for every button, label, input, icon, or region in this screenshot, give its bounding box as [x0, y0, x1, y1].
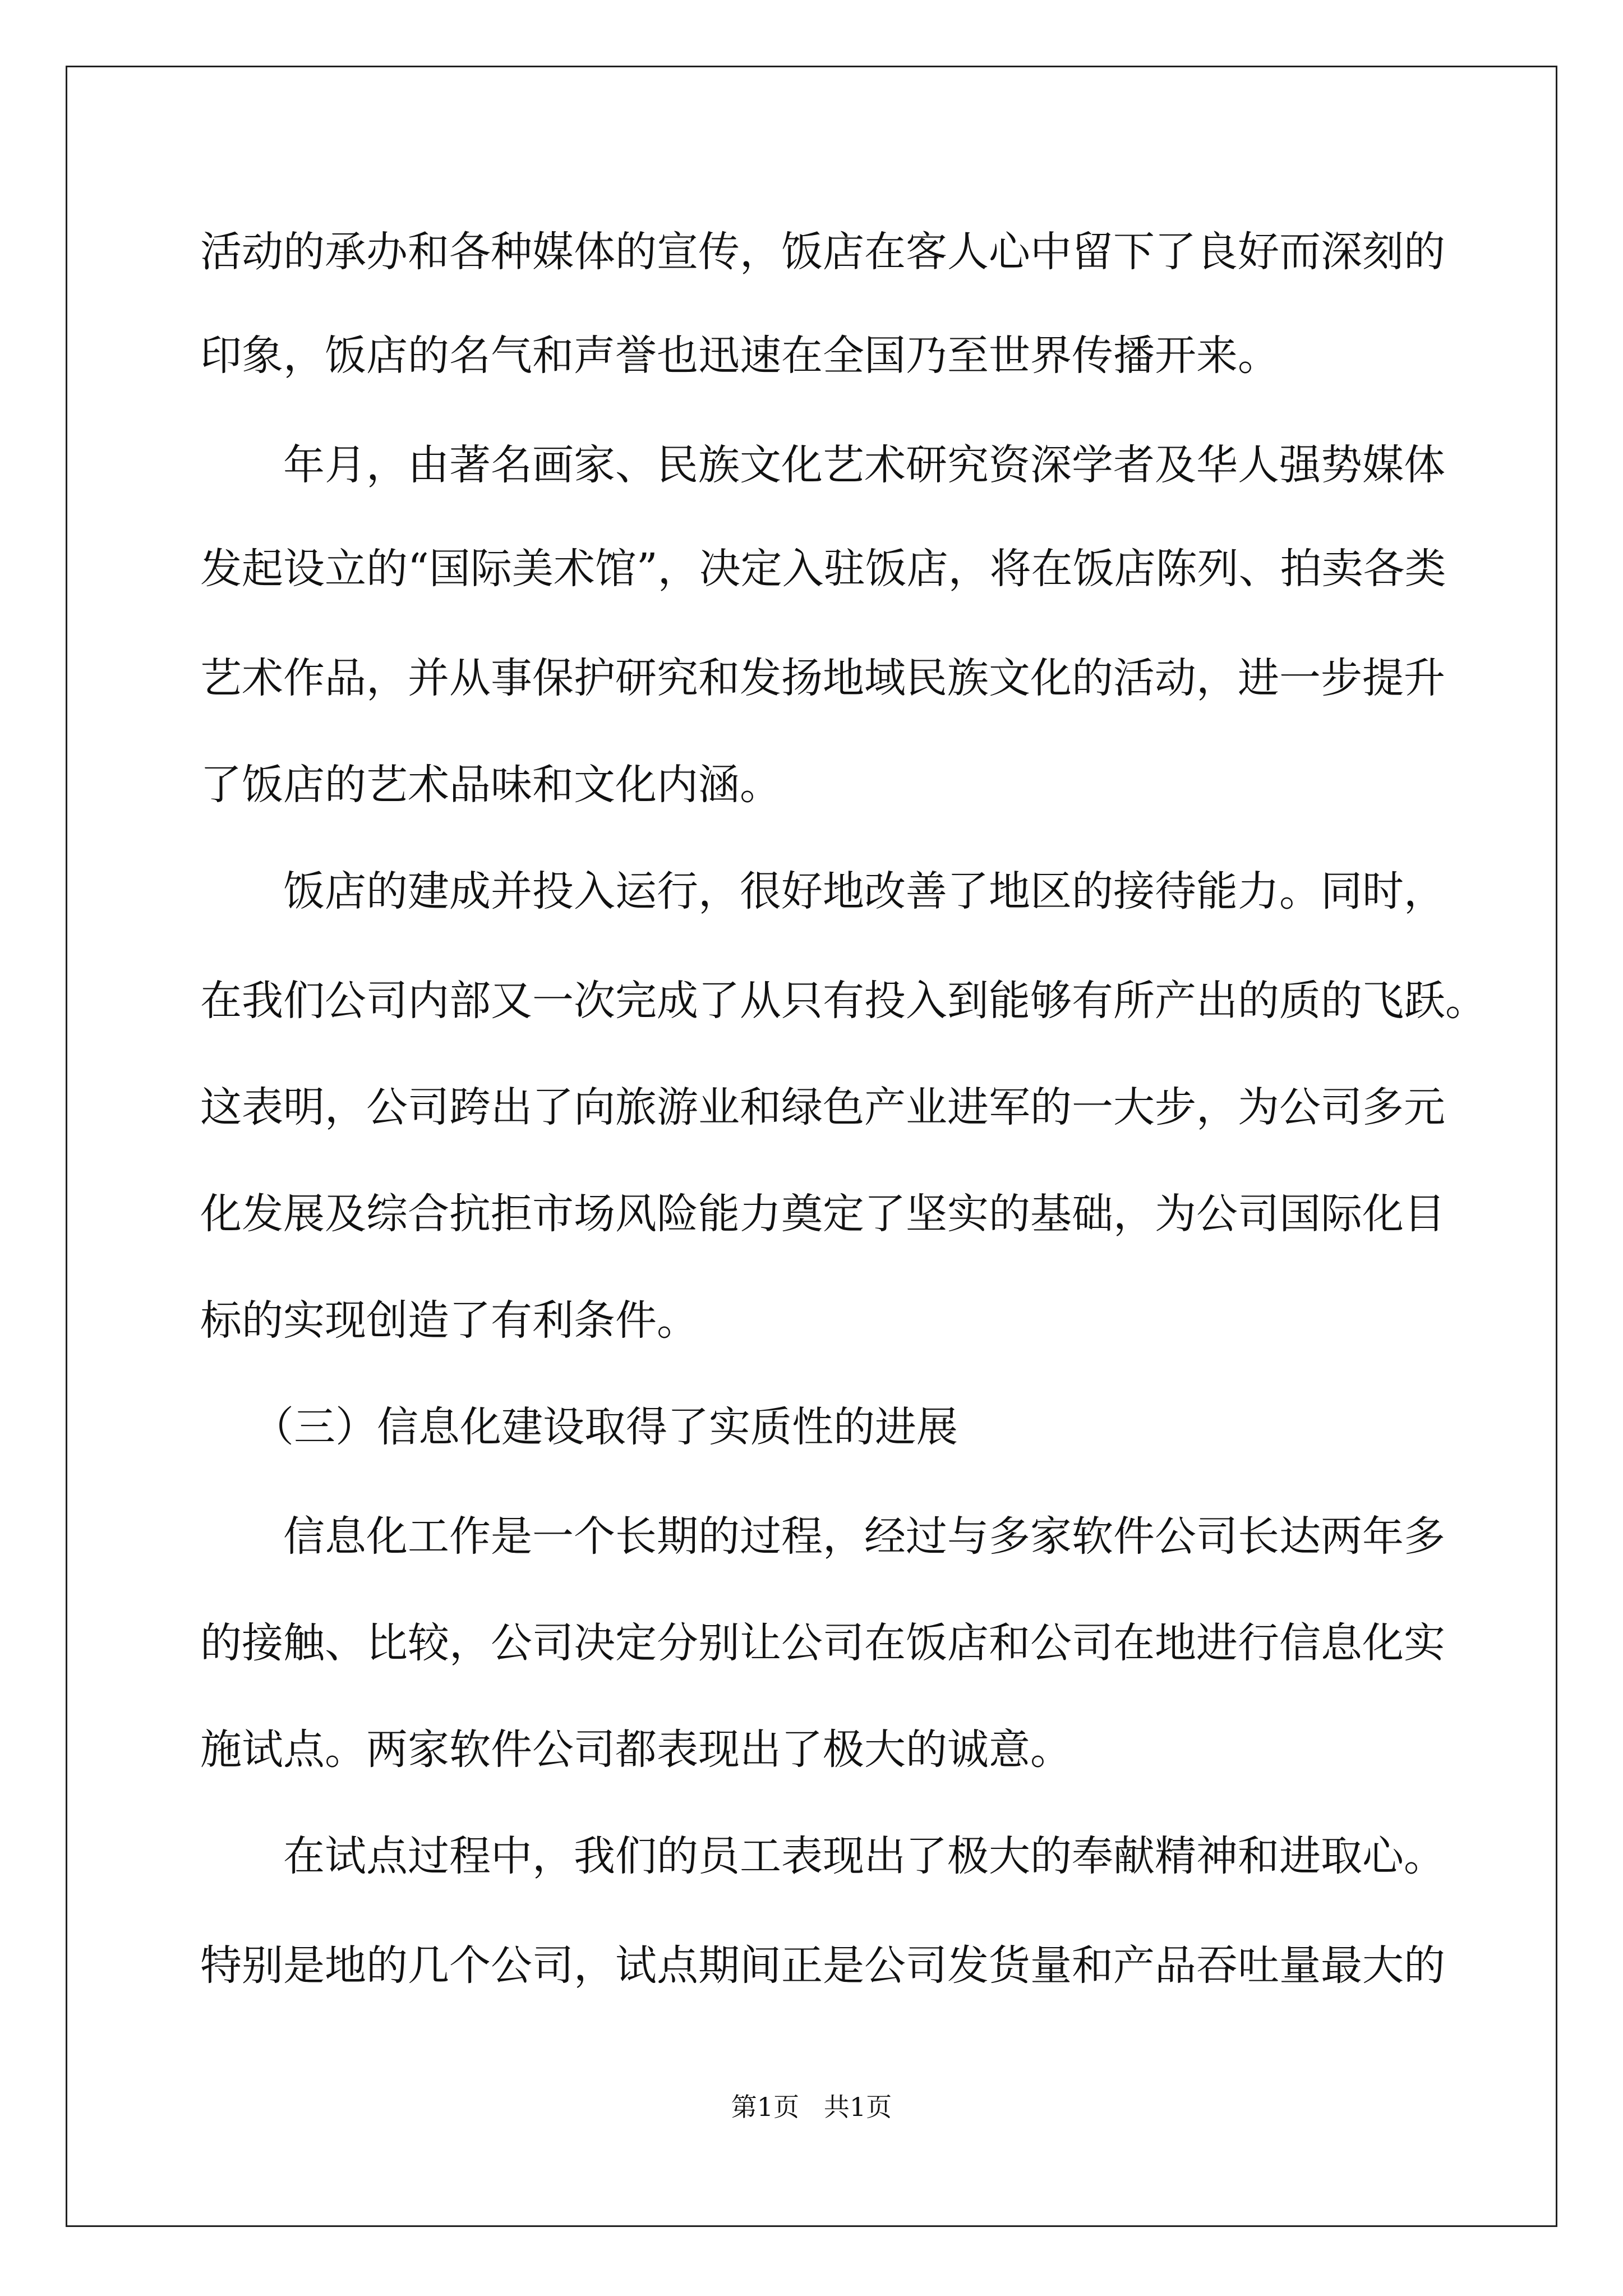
body-line-16: 在试点过程中，我们的员工表现出了极大的奉献精神和进取心。 [283, 1832, 1445, 1880]
body-line-2: 印象，饭店的名气和声誉也迅速在全国乃至世界传播开来。 [200, 332, 1279, 380]
body-line-7: 饭店的建成并投入运行，很好地改善了地区的接待能力。同时， [283, 867, 1445, 915]
body-line-8: 在我们公司内部又一次完成了从只有投入到能够有所产出的质的飞跃。 [200, 977, 1487, 1025]
body-line-5: 艺术作品，并从事保护研究和发扬地域民族文化的活动，进一步提升 [200, 654, 1445, 702]
body-line-13: 信息化工作是一个长期的过程，经过与多家软件公司长达两年多 [283, 1512, 1445, 1561]
body-line-1: 活动的承办和各种媒体的宣传，饭店在客人心中留下了良好而深刻的 [200, 228, 1445, 276]
body-line-11: 标的实现创造了有利条件。 [200, 1296, 698, 1345]
body-line-17: 特别是地的几个公司，试点期间正是公司发货量和产品吞吐量最大的 [200, 1941, 1445, 1990]
body-line-4: 发起设立的“国际美术馆”，决定入驻饭店，将在饭店陈列、拍卖各类 [200, 545, 1446, 593]
body-line-9: 这表明，公司跨出了向旅游业和绿色产业进军的一大步，为公司多元 [200, 1083, 1445, 1131]
body-line-10: 化发展及综合抗拒市场风险能力奠定了坚实的基础，为公司国际化目 [200, 1190, 1445, 1238]
body-line-6: 了饭店的艺术品味和文化内涵。 [200, 761, 781, 809]
body-line-3: 年月，由著名画家、民族文化艺术研究资深学者及华人强势媒体 [283, 441, 1445, 489]
body-line-14: 的接触、比较，公司决定分别让公司在饭店和公司在地进行信息化实 [200, 1619, 1445, 1667]
page-number-footer: 第1页 共1页 [731, 2092, 892, 2122]
body-line-15: 施试点。两家软件公司都表现出了极大的诚意。 [200, 1726, 1072, 1774]
page-border [66, 66, 1557, 2227]
section-heading: （三）信息化建设取得了实质性的进展 [252, 1403, 958, 1451]
